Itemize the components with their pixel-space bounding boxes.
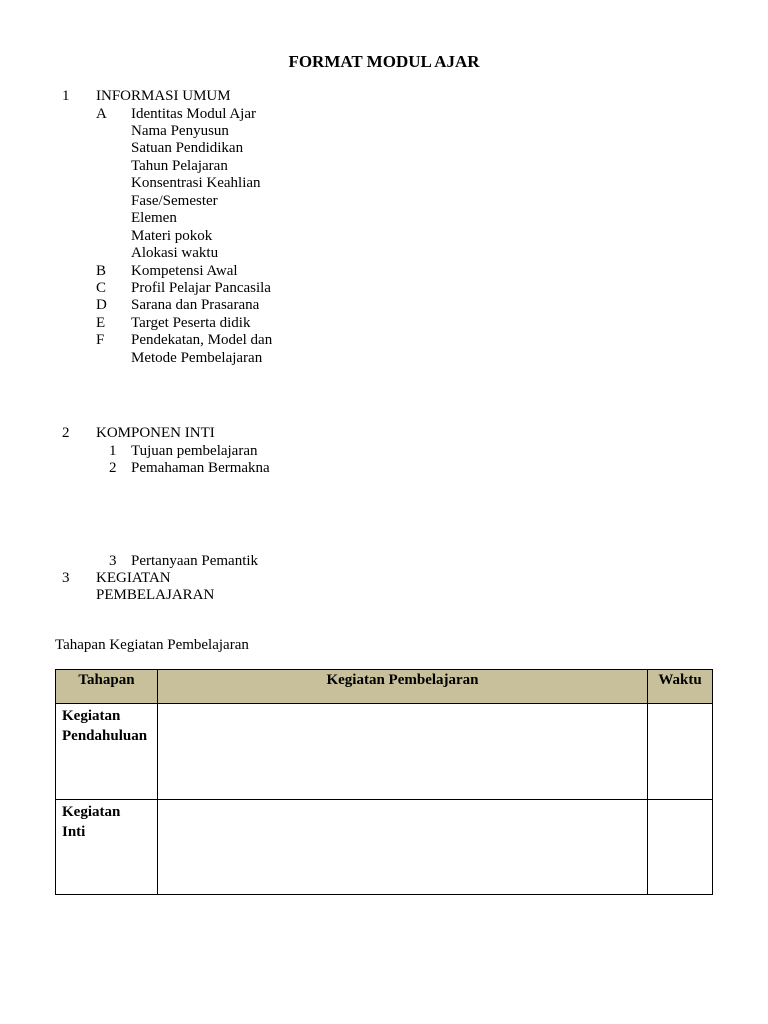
list-item: Kompetensi Awal [131, 263, 238, 279]
list-item: Pendekatan, Model dan [131, 332, 273, 348]
page-title: FORMAT MODUL AJAR [288, 52, 480, 71]
table-header-row [56, 670, 713, 704]
time-cell[interactable] [648, 800, 713, 895]
list-item: Tujuan pembelajaran [131, 443, 258, 459]
list-item-letter: C [96, 280, 107, 296]
section-1-heading: INFORMASI UMUM [96, 88, 231, 104]
stage-label-line1: Kegiatan [62, 804, 121, 820]
list-item: Pertanyaan Pemantik [131, 553, 259, 569]
list-item-letter: F [96, 332, 105, 348]
list-item: Target Peserta didik [131, 315, 251, 331]
list-item: Elemen [131, 210, 177, 226]
section-3-number: 3 [62, 570, 70, 586]
column-header-tahapan: Tahapan [56, 670, 158, 704]
table-row [56, 704, 713, 800]
activity-cell[interactable] [158, 800, 648, 895]
list-item: Nama Penyusun [131, 123, 229, 139]
stage-cell [56, 704, 158, 800]
list-item: Identitas Modul Ajar [131, 106, 256, 122]
column-header-kegiatan: Kegiatan Pembelajaran [158, 670, 648, 704]
table-row [56, 800, 713, 895]
list-item: Fase/Semester [131, 193, 218, 209]
list-item: Konsentrasi Keahlian [131, 175, 261, 191]
stage-label-line1: Kegiatan [62, 708, 121, 724]
section-2-number: 2 [62, 425, 70, 441]
list-item: Sarana dan Prasarana [131, 297, 260, 313]
column-header-waktu: Waktu [648, 670, 713, 704]
list-item: Tahun Pelajaran [131, 158, 228, 174]
activity-table [55, 669, 713, 895]
list-item: Pemahaman Bermakna [131, 460, 270, 476]
list-item: Metode Pembelajaran [131, 350, 263, 366]
table-caption: Tahapan Kegiatan Pembelajaran [55, 637, 249, 653]
list-item-letter: E [96, 315, 106, 331]
section-1-number: 1 [62, 88, 70, 104]
list-item-letter: B [96, 263, 107, 279]
list-item: Alokasi waktu [131, 245, 219, 261]
time-cell[interactable] [648, 704, 713, 800]
stage-label-line2: Pendahuluan [62, 728, 148, 744]
list-item: Profil Pelajar Pancasila [131, 280, 271, 296]
activity-cell[interactable] [158, 704, 648, 800]
list-item-letter: A [96, 106, 107, 122]
list-item-number: 3 [109, 553, 117, 569]
section-3-heading-continued: PEMBELAJARAN [96, 587, 215, 603]
list-item-number: 2 [109, 460, 117, 476]
section-3-heading: KEGIATAN [96, 570, 171, 586]
stage-cell [56, 800, 158, 895]
list-item: Materi pokok [131, 228, 213, 244]
list-item-number: 1 [109, 443, 117, 459]
list-item: Satuan Pendidikan [131, 140, 244, 156]
section-2-heading: KOMPONEN INTI [96, 425, 215, 441]
list-item-letter: D [96, 297, 107, 313]
stage-label-line2: Inti [62, 824, 86, 840]
